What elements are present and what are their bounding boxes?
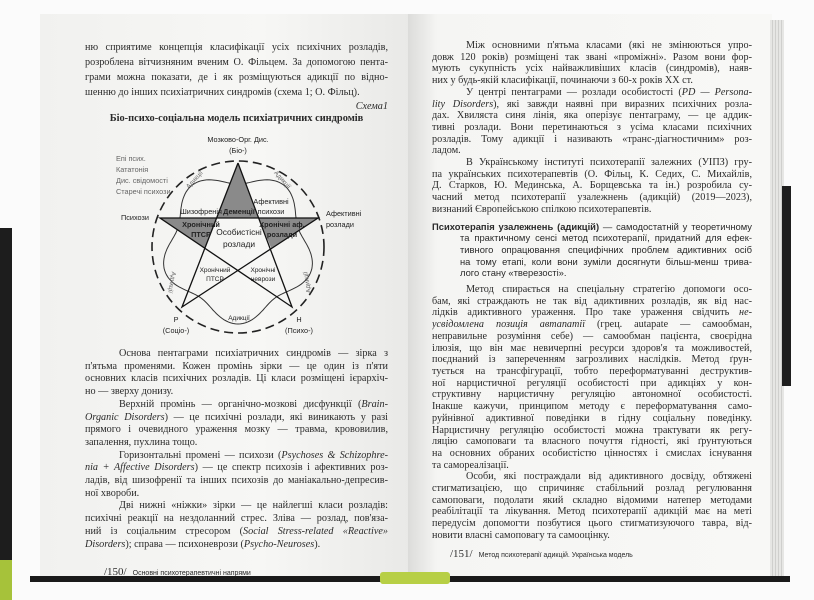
text-line [432, 319, 752, 331]
text-run: Між основними п'ятьма класами (які не змінюються упро- [466, 40, 752, 51]
text-run: визнаний Європейською спілкою психотерапевтів. [432, 203, 652, 215]
text-line [432, 87, 752, 99]
text-line [432, 343, 752, 355]
page-number: /150/ [104, 566, 127, 578]
label-chronic-ptsd-bold-1: Хронічний [182, 220, 220, 229]
text-line [85, 348, 388, 361]
text-line [432, 63, 752, 75]
text-line [432, 448, 752, 460]
right-paras-1 [432, 40, 752, 216]
text-run: ляцію самоповаги та власного почуття гідності, які ґрунтуються [432, 436, 752, 448]
label-chronic-neuroses-2: неврози [250, 276, 276, 283]
text-run: ) — це психічні розлади, які виникають у разі [164, 411, 388, 423]
text-line [85, 386, 388, 399]
running-title: Основні психотерапевтичні напрями [132, 570, 251, 577]
paragraph [85, 500, 388, 551]
text-line [432, 110, 752, 122]
text-run: ). [314, 538, 321, 550]
text-run: стигматизацією, що спричиняє стабільний розлад регулювання [432, 483, 752, 495]
text-run: реабілітації та лікування. Метод психотерапії адикцій має на меті [432, 506, 752, 518]
text-run: бам, які страждають не так від адиктивних розладів, як від нас- [432, 295, 752, 307]
text-run: дах. Хвиляста синя лінія, яка оперізує пентаграму, — це аддик- [432, 110, 752, 122]
right-paras-2 [432, 284, 752, 541]
label-bio: (Біо-) [229, 146, 247, 155]
italic-run: Social Stress-related «Reactive» [243, 525, 388, 537]
text-line [85, 399, 388, 412]
text-run: ладом. [432, 145, 461, 157]
label-chronic-neuroses-1: Хронічні [250, 267, 276, 274]
label-side-4: Старечі психози [116, 187, 171, 196]
label-socio: (Соціо-) [162, 326, 190, 335]
label-chronic-ptsd-bold-2: ПТСР [191, 230, 211, 239]
label-chronic-ptsd-2: ПТСР [206, 276, 224, 283]
label-aff-psychoses-1: Афективні [253, 197, 289, 206]
text-run: Основа пентаграми психіатричних синдромів — зірка з [119, 348, 388, 359]
paragraph [432, 284, 752, 471]
text-line [432, 354, 752, 366]
label-addictions-left: Адикції [166, 271, 177, 294]
text-line [85, 412, 388, 425]
text-run: грами можна показати, де і як розміщуються адикції по відно- [85, 72, 388, 83]
label-chronic-ptsd-1: Хронічний [199, 267, 231, 274]
text-run: та самореалізації. [432, 459, 509, 471]
page-number: /151/ [450, 548, 473, 560]
label-affective-2: розлади [326, 220, 354, 229]
text-run: ілюзія, що він має невичерпні ресурси здоров'я та можливостей, [432, 342, 752, 354]
text-run: но — зверху донизу. [85, 386, 174, 398]
text-run: ); справа — психоневрози ( [125, 538, 244, 550]
text-run: розроблена вітчизняним вченим О. Фільцем. За допомогою пента- [85, 57, 388, 68]
label-chronic-aff-2: розлади [266, 230, 298, 239]
text-run: Особи, які постраждали від адиктивного досвіду, обтяжені [466, 471, 752, 483]
text-run: поєднаний із запереченням загрозливих наслідків. Метод ґрун- [432, 354, 752, 366]
text-line [432, 52, 752, 64]
label-dementia: Деменції [223, 207, 255, 216]
text-line [432, 506, 752, 518]
italic-run: усвідомлена позиція автапатії [432, 319, 586, 331]
text-line [85, 373, 388, 386]
text-run: Д. Старков, Ю. Мединська, А. Борщевська та ін.) розробила су- [432, 180, 752, 192]
definition-line: на тому етапі, коли вони зуміли досягнути більш-менш трива- [460, 255, 752, 267]
label-psycho: (Психо-) [285, 326, 313, 335]
text-run: часний метод психотерапії узалежнень (адикцій) (2019—2023), [432, 192, 752, 204]
text-run: ної нарцистичної регуляції особистості при адикціях у кон- [432, 377, 752, 389]
text-line [432, 495, 752, 507]
text-line [85, 424, 388, 437]
text-run: Дві нижні «ніжки» зірки — це найлегші класи розладів: [119, 500, 388, 512]
text-run: (грец. autapate — самообман, [585, 319, 752, 331]
italic-run: lity Disorders [432, 98, 494, 110]
text-line [432, 122, 752, 134]
text-run: шенню до інших психіатричних синдромів (схема 1; О. Фільц). [85, 87, 360, 98]
text-run: ладів, від шизофренії та інших психозів до маніакально-депресив- [85, 475, 388, 487]
text-run: довж 120 років) розміщені так звані «проміжні». Разом вони фор- [432, 51, 752, 63]
text-line [432, 192, 752, 204]
paragraph [85, 348, 388, 399]
paragraph [432, 157, 752, 216]
text-line [85, 462, 388, 475]
text-run: розладів. Тому адикції і називають «транс-діагностичним» роз- [432, 133, 752, 145]
definition-line: тивного опрацювання специфічних проблем адиктивних осіб [460, 243, 752, 255]
schema-title: Біо-психо-соціальна модель психіатричних синдромів [109, 113, 364, 124]
text-line [85, 500, 388, 513]
text-line [85, 450, 388, 463]
text-line [432, 366, 752, 378]
text-line [432, 530, 752, 542]
label-side-3: Дис. свідомості [116, 176, 168, 185]
left-body-text [85, 348, 388, 551]
text-run: па українських психотерапевтів (О. Фільц, К. Седих, С. Михайлів, [432, 168, 752, 180]
label-personality-2: розлади [222, 239, 256, 249]
text-run: Метод спирається на спеціальну стратегію допомоги осо- [466, 284, 752, 296]
text-run: ) — це спектр психозів і афективних роз- [194, 462, 388, 474]
text-line [432, 296, 752, 308]
text-run: лідків адиктивного ураження. Про таке ураження свідчить [432, 307, 740, 319]
text-line [432, 99, 752, 111]
text-line [85, 488, 388, 501]
text-run: неправильне розуміння себе) — самообман пацієнта, своєрідна [432, 330, 752, 342]
label-addictions-right: Адикції [302, 271, 313, 294]
text-line [85, 361, 388, 374]
paragraph [432, 40, 752, 87]
paragraph [432, 87, 752, 157]
italic-run: nia + Affective Disorders [85, 462, 195, 474]
text-line [85, 526, 388, 539]
text-line [432, 204, 752, 216]
text-line [432, 180, 752, 192]
text-run: руйнівної адиктивної поведінки в гідну соціальну поведінку. [432, 412, 752, 424]
page-footer-right [450, 548, 633, 560]
text-run: В Українському інституті психотерапії залежних (УІПЗ) гру- [466, 157, 752, 169]
text-line [432, 518, 752, 530]
text-run: тивні розлади. Вони перетинаються з усіма класами психічних [432, 121, 752, 133]
text-line [432, 157, 752, 169]
definition-line: лого стану «тверезості». [460, 267, 567, 279]
definition-block [432, 221, 752, 280]
label-side-2: Кататонія [116, 165, 149, 174]
definition-line [432, 221, 752, 233]
text-run: ної хвороби. [85, 487, 140, 499]
text-run: У центрі пентаграми — розлади особистості ( [466, 86, 682, 98]
text-run: мують сукупність усіх найважливіших класів (синдромів), наяв- [432, 63, 752, 75]
text-run: п'ятьма променями. Кожен промінь зірки — це один із п'яти [85, 360, 388, 372]
schema-label: Схема1 [355, 101, 388, 112]
text-line [85, 437, 388, 450]
text-line [432, 471, 752, 483]
definition-term: Психотерапія узалежнень (адикцій) [432, 220, 600, 232]
definition-text: — самодостатній у теоретичному [599, 220, 752, 232]
text-line [432, 169, 752, 181]
label-psychoses: Психози [121, 213, 149, 222]
text-line [432, 389, 752, 401]
italic-run: Brain- [361, 398, 388, 410]
text-run: прямого і очевидного ураження мозку — травма, крововилив, [85, 424, 388, 436]
text-run: структивну нарцистичну регуляцію автономної особистості. [432, 389, 752, 401]
text-run: Верхній промінь — органічно-мозкові дисфункції ( [119, 398, 362, 410]
text-line [432, 378, 752, 390]
text-line [432, 75, 752, 87]
italic-run: не- [739, 307, 752, 319]
text-line [432, 460, 752, 472]
text-run: основних класів психічних розладів. Ці класи розміщені ієрархіч- [85, 373, 388, 385]
label-chronic-aff-1: Хронічні аф. [259, 220, 305, 229]
text-run: Горизонтальні промені — психози ( [119, 449, 282, 461]
text-run: передусім допомогти позбутися цього стигматизуючого тавра, від- [432, 518, 752, 530]
italic-run: Disorders [85, 538, 126, 550]
paragraph [85, 399, 388, 450]
text-line [432, 425, 752, 437]
text-line [432, 413, 752, 425]
paragraph [85, 450, 388, 501]
text-line [432, 331, 752, 343]
text-run: Нарцистичну регуляцію особистості можна трактувати як регу- [432, 424, 752, 436]
text-line [432, 436, 752, 448]
text-line [85, 513, 388, 526]
text-line [432, 284, 752, 296]
text-run: тується на трансфігурації, тобто переформатуванні деструктив- [432, 365, 752, 377]
text-line [432, 483, 752, 495]
text-line [85, 475, 388, 488]
label-addictions-bottom: Адикції [228, 315, 250, 322]
right-body-text [432, 40, 752, 542]
italic-run: PD — Persona- [681, 86, 752, 98]
text-run: ню сприятиме концепція класифікації усіх психічних розладів, [85, 42, 388, 53]
label-affective-1: Афективні [326, 209, 362, 218]
label-aff-psychoses-2: психози [257, 207, 285, 216]
italic-run: Organic Disorders [85, 411, 165, 423]
text-line [432, 307, 752, 319]
label-addictions-top-left: Адикції [185, 169, 205, 191]
label-bio-top: Мозково-Орг. Дис. [207, 135, 269, 144]
label-addictions-top-right: Адикції [272, 169, 292, 191]
text-line [432, 145, 752, 157]
text-line [432, 401, 752, 413]
text-run: психічні реакції на нездоланний стрес. Зліва — розлад, пов'яза- [85, 513, 388, 525]
text-line [85, 539, 388, 552]
text-run: Інакше кажучи, принципом методу є переформатування само- [432, 401, 752, 413]
text-run: ), які завжди наявні при виразних психічних розла- [493, 98, 752, 110]
text-run: запалення, пухлина тощо. [85, 436, 198, 448]
italic-run: Psycho-Neuroses [243, 538, 315, 550]
text-run: ний із соціальним стресором ( [85, 525, 244, 537]
text-line [432, 40, 752, 52]
running-title: Метод психотерапії адикцій. Українська модель [478, 552, 633, 559]
label-n: Н [296, 315, 302, 324]
label-schizophrenia: Шизофренія [180, 207, 222, 216]
definition-line: та практичному сенсі метод психотерапії, придатний для ефек- [460, 232, 752, 244]
label-p: Р [173, 315, 179, 324]
label-personality-1: Особистісні [216, 227, 262, 237]
paragraph [432, 471, 752, 541]
text-line [432, 134, 752, 146]
page-footer-left [104, 566, 251, 578]
italic-run: Psychoses & Schizophre- [281, 449, 388, 461]
text-run: новити власні самоповагу та самооцінку. [432, 529, 610, 541]
text-run: самоповаги, подолати який складно відомими натепер методами [432, 494, 752, 506]
text-run: них у будь-якій класифікації, починаючи з 60-х років XX ст. [432, 75, 693, 87]
label-side-1: Епі псих. [116, 154, 146, 163]
text-run: на основних обраних особистістю цінностях і смислах існування [432, 447, 752, 459]
